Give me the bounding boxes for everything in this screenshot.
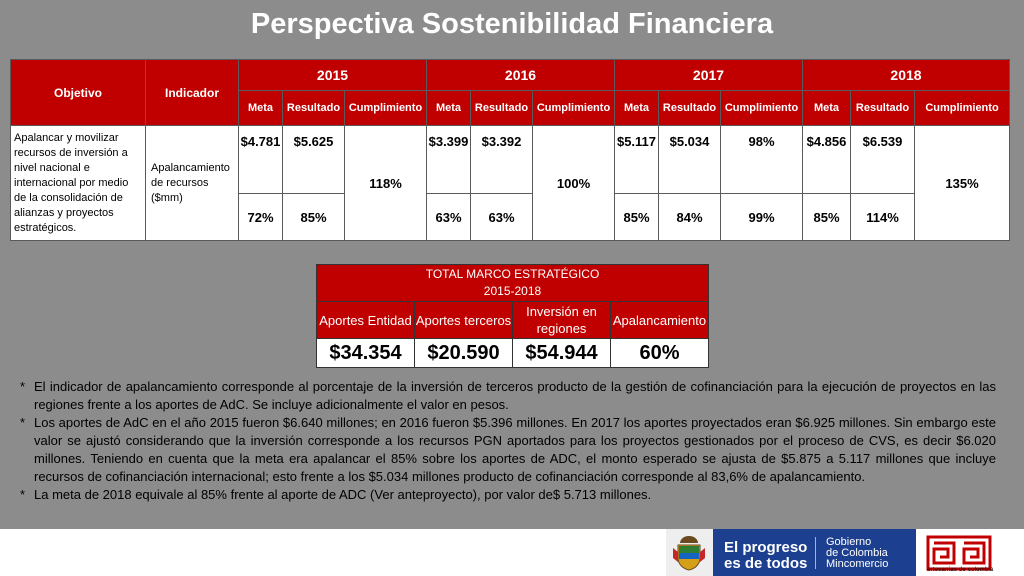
note-bullet: * [20, 415, 26, 430]
subheader-cumplimiento: Cumplimiento [533, 91, 615, 126]
resultado-2018: $6.539 [851, 126, 915, 194]
total-val-aportes-entidad: $34.354 [317, 339, 415, 368]
footer-slogan [724, 540, 807, 572]
subheader-cumplimiento: Cumplimiento [721, 91, 803, 126]
total-val-aportes-terceros: $20.590 [415, 339, 513, 368]
resultado-pct-2015: 85% [283, 194, 345, 241]
note-item [20, 414, 996, 486]
subheader-meta: Meta [803, 91, 851, 126]
total-table-header [317, 265, 709, 302]
meta-pct-2018: 85% [803, 194, 851, 241]
resultado-2016: $3.392 [471, 126, 533, 194]
total-col-aportes-terceros: Aportes terceros [415, 302, 513, 339]
subheader-meta: Meta [427, 91, 471, 126]
header-objetivo: Objetivo [11, 60, 146, 126]
footer [0, 529, 1024, 576]
footer-gov-line2: de Colombia [826, 547, 888, 559]
footer-gov-line1: Gobierno [826, 536, 872, 548]
total-title: TOTAL MARCO ESTRATÉGICO [425, 267, 600, 281]
meta-pct-2016: 63% [427, 194, 471, 241]
meta-2017: $5.117 [615, 126, 659, 194]
meta-2016: $3.399 [427, 126, 471, 194]
indicator-table [10, 59, 1010, 241]
subheader-resultado: Resultado [659, 91, 721, 126]
note-text: La meta de 2018 equivale al 85% frente al aporte de ADC (Ver anteproyecto), por valor de$ 5.713 millones. [34, 487, 652, 502]
notes [20, 378, 996, 504]
subheader-resultado: Resultado [851, 91, 915, 126]
header-year-2015: 2015 [239, 60, 427, 91]
objetivo-text: Apalancar y movilizar recursos de inversión a nivel nacional e internacional por medio de la consolidación de alianzas y proyectos estratégicos. [11, 126, 146, 241]
subheader-resultado: Resultado [471, 91, 533, 126]
header-year-2017: 2017 [615, 60, 803, 91]
subheader-cumplimiento: Cumplimiento [915, 91, 1010, 126]
total-val-inversion-regiones: $54.944 [513, 339, 611, 368]
meta-2015: $4.781 [239, 126, 283, 194]
note-bullet: * [20, 379, 26, 394]
resultado-pct-2016: 63% [471, 194, 533, 241]
total-val-apalancamiento: 60% [611, 339, 709, 368]
total-col-apalancamiento: Apalancamiento [611, 302, 709, 339]
note-item [20, 378, 996, 414]
total-period: 2015-2018 [483, 284, 542, 298]
subheader-meta: Meta [239, 91, 283, 126]
resultado-2015: $5.625 [283, 126, 345, 194]
resultado-pct-2018: 114% [851, 194, 915, 241]
resultado-pct-2017: 84% [659, 194, 721, 241]
note-bullet: * [20, 487, 26, 502]
cumplimiento-2015: 118% [345, 126, 427, 241]
footer-government [826, 537, 888, 570]
footer-slogan-line2: es de todos [724, 555, 808, 572]
cumplimiento-2016: 100% [533, 126, 615, 241]
subheader-meta: Meta [615, 91, 659, 126]
header-indicador: Indicador [146, 60, 239, 126]
cumplimiento-2017: 98% [721, 126, 803, 194]
note-text: Los aportes de AdC en el año 2015 fueron $6.640 millones; en 2016 fueron $5.396 millones. En 2017 los aportes proyectados eran $6.925 millones. Sin embargo este valor se ajustó considerando que la inversión corresponde a los recursos PGN aportados para los proyectos gestionados por el proceso de CVS, es decir $6.020 millones. Teniendo en cuenta que la meta era apalancar el 85% sobre los aportes de ADC, el monto esperado se ajusta de $5.875 a 5.117 millones que incluye recursos de cofinanciación internacional; esto frente a los $5.034 millones producto de cofinanciación corresponde al 83,6% de apalancamiento. [34, 415, 996, 484]
total-table [316, 264, 709, 368]
meta-pct-2017: 85% [615, 194, 659, 241]
header-year-2018: 2018 [803, 60, 1010, 91]
note-item [20, 486, 996, 504]
cumplimiento-2018: 135% [915, 126, 1010, 241]
footer-gov-line3: Mincomercio [826, 558, 889, 570]
artesanias-brand-text: artesanías de colombia [927, 567, 994, 573]
meta-pct-2015: 72% [239, 194, 283, 241]
page-title: Perspectiva Sostenibilidad Financiera [250, 8, 774, 40]
header-year-2016: 2016 [427, 60, 615, 91]
total-col-inversion-regiones: Inversión en regiones [513, 302, 611, 339]
indicador-text: Apalancamiento de recursos ($mm) [146, 126, 239, 241]
resultado-2017: $5.034 [659, 126, 721, 194]
subheader-cumplimiento: Cumplimiento [345, 91, 427, 126]
colombia-coat-of-arms-icon [671, 534, 707, 572]
total-col-aportes-entidad: Aportes Entidad [317, 302, 415, 339]
note-text: El indicador de apalancamiento corresponde al porcentaje de la inversión de terceros producto de la gestión de cofinanciación para la ejecución de proyectos en las regiones frente a los aportes de AdC. Se incluye adicionalmente el valor en pesos. [34, 379, 996, 412]
cumplimiento-pct-2017: 99% [721, 194, 803, 241]
footer-divider [815, 537, 816, 569]
meta-2018: $4.856 [803, 126, 851, 194]
footer-slogan-line1: El progreso [724, 539, 808, 556]
subheader-resultado: Resultado [283, 91, 345, 126]
